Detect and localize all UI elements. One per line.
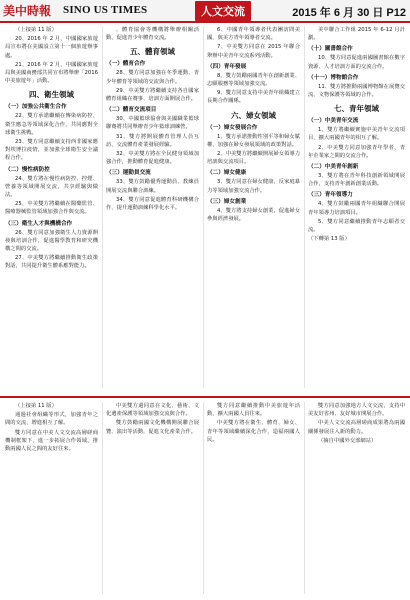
- column-rule: [102, 26, 103, 388]
- paragraph: 雙方同意在中美人文交流高層磋商機制框架下，進一步拓展合作領域，推動兩國人民之間的友好往來。: [5, 429, 98, 453]
- paragraph: 27、中美雙方將繼續推動衛生政策對話，共同提升衛生體系應對能力。: [5, 255, 98, 270]
- paragraph: 通過社會組織等形式，加強青年之間的交流，增進相互了解。: [5, 412, 98, 427]
- section-divider: [0, 396, 410, 398]
- column-rule: [203, 402, 204, 594]
- paragraph: 21、2016 年 2 月，中國國家旅遊局與美國商務部共同宣布將舉辦「2016 中美旅遊年」活動。: [5, 61, 98, 85]
- paragraph: 20、2016 年 2 月，中國國家旅遊局宣布將在美國設立第十一個旅遊辦事處。: [5, 36, 98, 59]
- paragraph: 8、雙方鼓勵兩國青年在創新創業、志願服務等領域加強交流。: [207, 72, 300, 88]
- paragraph: 中美雙方還同意在文化、藝術、文化遺產保護等領域加強交流與合作。: [106, 403, 199, 418]
- article-column-4: [308, 26, 405, 386]
- paragraph: 6、中國青年領導者代表團訪問美國，與美方青年領導者交流。: [207, 27, 300, 42]
- subsection-heading: （一）婦女發展合作: [207, 124, 258, 131]
- paragraph: 28、雙方同意加強在冬季運動、青少年體育等領域的交流與合作。: [106, 70, 199, 85]
- section-heading: 七、青年領域: [334, 104, 379, 114]
- paragraph: 30、中國籃球協會與美國職業籃球聯賽將共同舉辦青少年籃球訓練營。: [106, 116, 199, 131]
- paragraph: 33、雙方鼓勵優秀運動員、教練員開展交流與聯合訓練。: [106, 179, 199, 194]
- paragraph: 1、雙方將繼續實施中美青年交流項目，擴大兩國青年的相互了解。: [308, 127, 405, 142]
- bottom-column-1: [5, 402, 98, 596]
- paragraph: 29、中美雙方將繼續支持各自國家體育組織在賽事、培訓方面開展合作。: [106, 87, 199, 103]
- section-heading: 四、衛生領域: [29, 90, 74, 100]
- subsection-heading: （三）運動員交流: [106, 170, 151, 177]
- subsection-heading: （二）體育交流項目: [106, 107, 157, 114]
- article-column-3: [207, 26, 300, 386]
- paragraph: 美中聯合工作組 2015 年 6-12 月計劃。: [308, 27, 405, 42]
- paragraph: 7、中美雙方同意在 2015 年聯合舉辦中美青年交流系列活動。: [207, 44, 300, 59]
- subsection-heading: （二）慢性病防控: [5, 166, 50, 173]
- paragraph: 中美人文交流高層磋商成果將為兩國關係發展注入新的動力。: [308, 420, 405, 435]
- subsection-heading: （一）加強公共衛生合作: [5, 104, 67, 111]
- subsection-heading: （一）中美青年交流: [308, 118, 359, 125]
- section-heading: 六、婦女領域: [231, 110, 276, 120]
- paragraph: 32、中美雙方將在全民健身領域加強合作，推動體育促進健康。: [106, 151, 199, 166]
- section-heading: 五、體育領域: [130, 47, 175, 57]
- paragraph: 雙方鼓勵兩國文化機構開展聯合展覽、演出等活動，促進文化產業合作。: [106, 420, 199, 435]
- paragraph: （摘自中國外交部網站）: [318, 437, 377, 444]
- subsection-heading: （三）青年領導力: [308, 192, 353, 199]
- paragraph: 23、雙方同意繼續支持西非國家應對埃博拉疫情，並加強全球衛生安全議程合作。: [5, 139, 98, 162]
- column-rule: [304, 402, 305, 594]
- subsection-heading: （十一）博物館合作: [308, 74, 359, 81]
- paragraph: 26、雙方同意加強衛生人力資源開發與培訓合作，促進醫學教育和研究機構之間的交流。: [5, 229, 98, 253]
- bottom-column-4: [308, 402, 405, 596]
- paragraph: （上接第 11 版）: [15, 27, 57, 33]
- bottom-column-3: [207, 402, 300, 596]
- subsection-heading: （十）圖書館合作: [308, 46, 353, 53]
- bottom-column-2: [106, 402, 199, 596]
- subsection-heading: （三）婦女創業: [207, 198, 247, 205]
- paragraph: 雙方同意繼續推動中美旅遊年活動，擴大兩國人員往來。: [207, 403, 300, 418]
- masthead: [0, 0, 410, 23]
- article-column-1: [5, 26, 98, 386]
- subsection-heading: （四）青年發展: [207, 63, 247, 70]
- subsection-heading: （一）體育合作: [106, 61, 146, 68]
- paragraph: 31、雙方將開展體育管理人員互訪，交流體育產業發展經驗。: [106, 133, 199, 148]
- column-rule: [102, 402, 103, 594]
- paragraph: 4、雙方將支持婦女創業，促進婦女參與經濟發展。: [207, 207, 300, 223]
- paragraph: 5、雙方同意繼續推動青年志願者交流。: [308, 218, 405, 234]
- english-title: SINO US TIMES: [63, 4, 148, 16]
- paragraph: 雙方同意加強地方人文交流，支持中美友好省州、友好城市開展合作。: [308, 403, 405, 418]
- paragraph: （上接第 11 版）: [15, 403, 57, 409]
- paragraph: 中美雙方將在衛生、體育、婦女、青年等領域繼續深化合作，造福兩國人民。: [207, 420, 300, 443]
- paragraph: 1、雙方承諾推動性別平等和婦女賦權，加強在婦女發展領域的政策對話。: [207, 133, 300, 148]
- column-rule: [203, 26, 204, 388]
- paragraph: 3、雙方將在青年科技創新領域開展合作，支持青年創新創業活動。: [308, 173, 405, 188]
- column-rule: [304, 26, 305, 388]
- paragraph: 2、中美雙方同意加強青年學者、青年企業家之間的交流合作。: [308, 144, 405, 159]
- paragraph: 24、雙方將在慢性病防控、控煙、營養等領域開展交流，共享經驗與做法。: [5, 175, 98, 199]
- date-page-number: 2015 年 6 月 30 日 P12: [292, 7, 406, 19]
- paragraph: 22、雙方承諾繼續在傳染病防控、衛生應急等領域深化合作，共同應對全球衛生挑戰。: [5, 113, 98, 136]
- paragraph: 10、雙方同意促進兩國圖書館在數字資源、人才培訓方面的交流合作。: [308, 55, 405, 70]
- paragraph: 25、中美雙方將繼續在醫藥監管、醫療器械監管領域加強合作與交流。: [5, 201, 98, 216]
- paragraph: （下轉第 13 版）: [308, 236, 350, 243]
- subsection-heading: （三）衛生人才與機構合作: [5, 220, 73, 227]
- paragraph: 34、雙方同意促進體育科研機構合作，提升運動訓練科學化水平。: [106, 196, 199, 212]
- section-label: 人文交流: [195, 1, 251, 21]
- paragraph: 、體育協會等機構將舉辦相關活動，促進青少年體育交流。: [106, 27, 199, 42]
- paragraph: 11、雙方將推動兩國博物館在展覽交流、文物保護等領域的合作。: [308, 83, 405, 99]
- paragraph: 2、中美雙方將繼續開展婦女領導力培訓與交流項目。: [207, 151, 300, 166]
- article-column-2: [106, 26, 199, 386]
- paragraph: 9、雙方同意支持中美青年組織建立長期合作關係。: [207, 90, 300, 105]
- subsection-heading: （二）中美青年創新: [308, 164, 359, 171]
- subsection-heading: （二）婦女健康: [207, 170, 247, 177]
- newspaper-logo: 美中時報: [3, 4, 52, 18]
- paragraph: 3、雙方同意在婦女健康、反家庭暴力等領域加強交流合作。: [207, 179, 300, 194]
- paragraph: 4、雙方鼓勵兩國青年組織聯合開展青年領導力培訓項目。: [308, 201, 405, 216]
